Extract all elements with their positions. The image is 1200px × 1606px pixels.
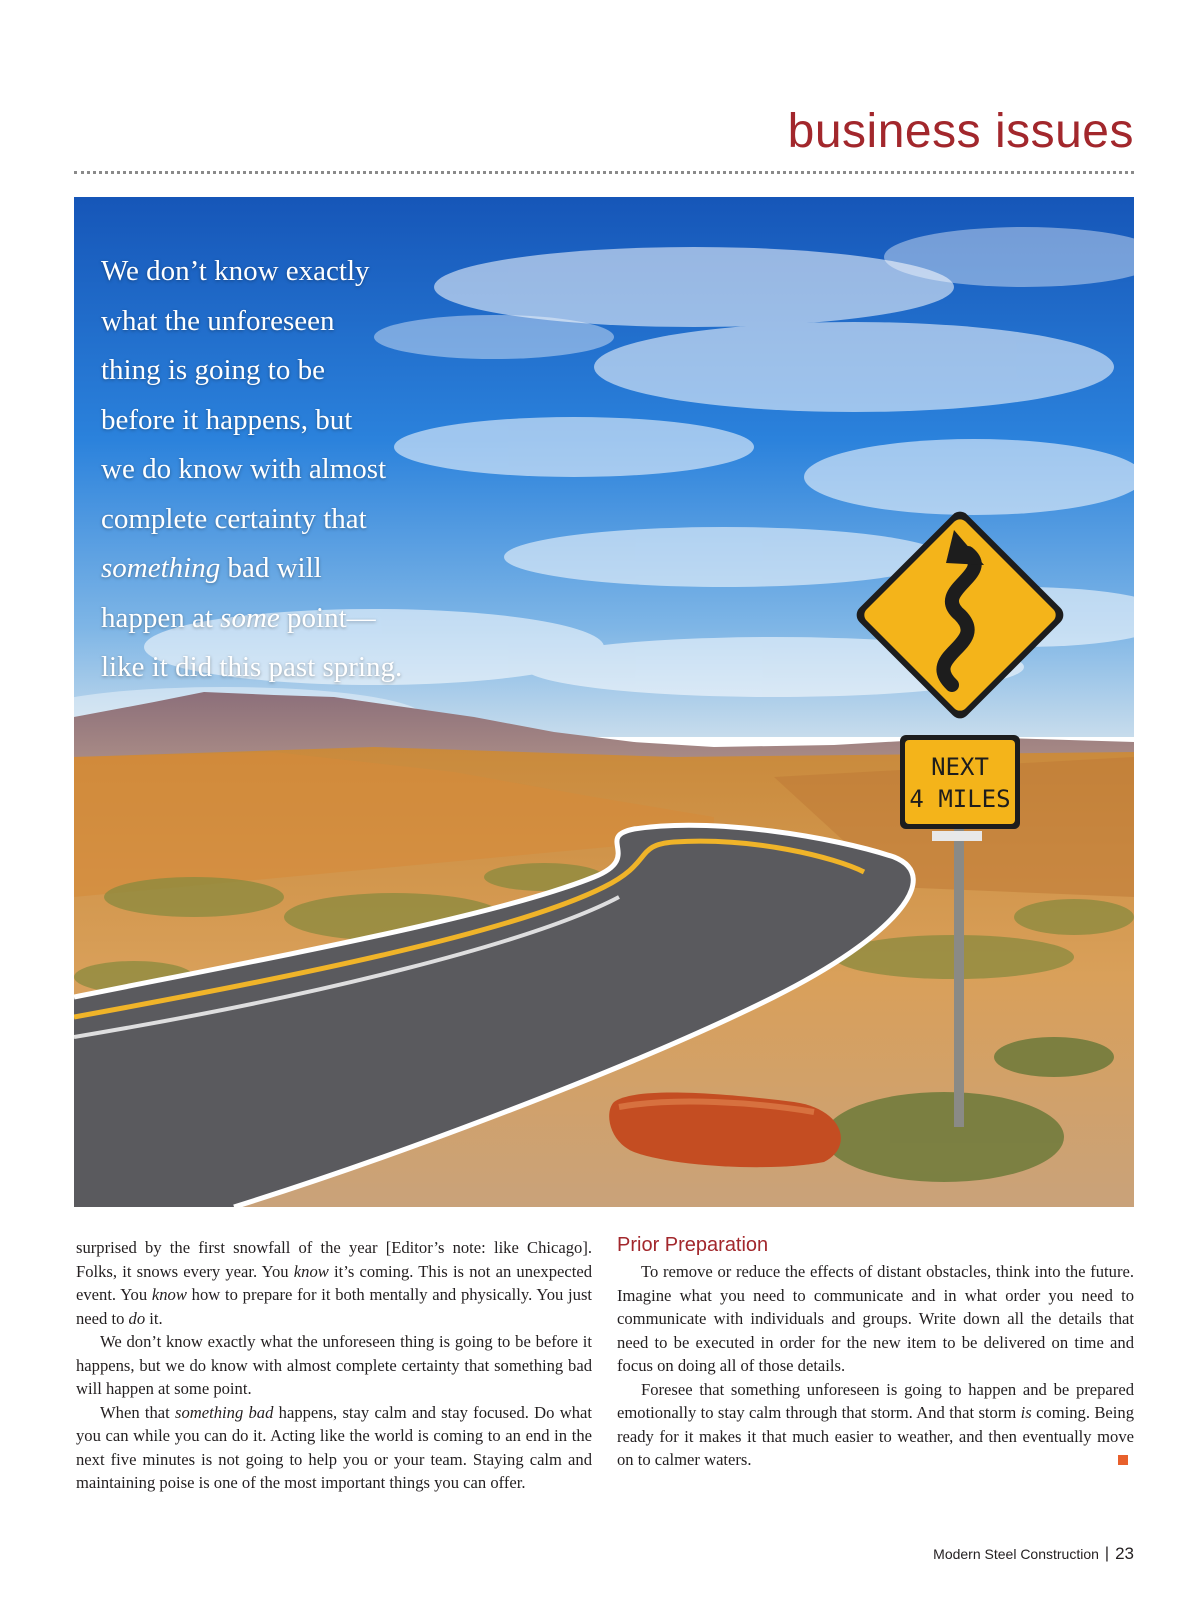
emphasis: something bad xyxy=(175,1402,274,1422)
sign-next-text: NEXT xyxy=(931,753,989,781)
subheading: Prior Preparation xyxy=(617,1234,769,1256)
body-paragraph xyxy=(76,1236,592,1330)
body-paragraph: To remove or reduce the effects of distant obstacles, think into the future. Imagine what you need to communicate and in what order you need to communicate with individuals and groups. Write down all the details that need to be executed in order for the new item to be delivered on time and focus on doing all of those details. xyxy=(617,1262,1134,1375)
pull-quote-line: like it did this past spring. xyxy=(101,651,403,683)
pull-quote-text: happen at xyxy=(101,601,221,634)
body-text: When that xyxy=(100,1402,176,1422)
body-text: how to prepare for it both mentally and physically. You just need to xyxy=(76,1285,593,1328)
emphasis: know xyxy=(293,1261,329,1281)
pull-quote-line: before it happens, but xyxy=(101,403,353,436)
pull-quote-text: bad will xyxy=(220,552,322,584)
dotted-divider xyxy=(74,171,1134,174)
page-footer xyxy=(933,1544,1134,1564)
emphasis: is xyxy=(1020,1403,1032,1422)
body-paragraph xyxy=(617,1378,1134,1472)
right-column xyxy=(617,1232,1134,1472)
pull-quote-text: point— xyxy=(279,601,376,634)
pull-quote-line xyxy=(101,544,431,594)
body-paragraph xyxy=(76,1401,592,1495)
emphasis: know xyxy=(151,1285,187,1304)
body-text: it’s coming. This is not an unexpected event. You xyxy=(76,1261,592,1304)
body-text: it. xyxy=(145,1308,163,1328)
pull-quote-line xyxy=(101,594,431,644)
pull-quote-line: thing is going to be xyxy=(101,354,325,386)
pull-quote xyxy=(101,247,431,693)
section-title: business issues xyxy=(787,105,1134,158)
pull-quote-line: complete certainty that xyxy=(101,502,367,535)
pull-quote-line: We don’t know exactly xyxy=(101,255,370,287)
body-paragraph: We don’t know exactly what the unforeseen thing is going to be before it happens, but we do know with almost complete certainty that something bad will happen at some point. xyxy=(76,1332,592,1398)
left-column xyxy=(76,1236,592,1495)
footer-separator: | xyxy=(1104,1545,1110,1562)
pull-quote-line: what the unforeseen xyxy=(101,304,335,337)
pull-quote-emphasis: some xyxy=(220,601,280,634)
pull-quote-line: we do know with almost xyxy=(101,453,387,485)
body-text: happens, stay calm and stay focused. Do what you can while you can do it. Acting like the world is coming to an end in the next five minutes is not going to help you or your team. Staying calm and maintaining poise is one of the most important things you can offer. xyxy=(76,1402,592,1492)
pull-quote-emphasis: something xyxy=(101,552,221,584)
body-text: surprised by the first snowfall of the year [Editor’s note: like Chicago]. Folks, it snows every year. You xyxy=(76,1238,592,1281)
publication-name: Modern Steel Construction xyxy=(933,1546,1099,1562)
page-number: 23 xyxy=(1115,1544,1134,1563)
body-text: coming. Being ready for it makes it that much easier to weather, and then eventually move on to calmer waters. xyxy=(617,1403,1134,1469)
body-text: Foresee that something unforeseen is going to happen and be prepared emotionally to stay calm through that storm. And that storm xyxy=(617,1379,1134,1422)
emphasis: do xyxy=(128,1308,146,1328)
sign-miles-text: 4 MILES xyxy=(909,785,1011,813)
end-of-article-mark xyxy=(1118,1455,1128,1465)
